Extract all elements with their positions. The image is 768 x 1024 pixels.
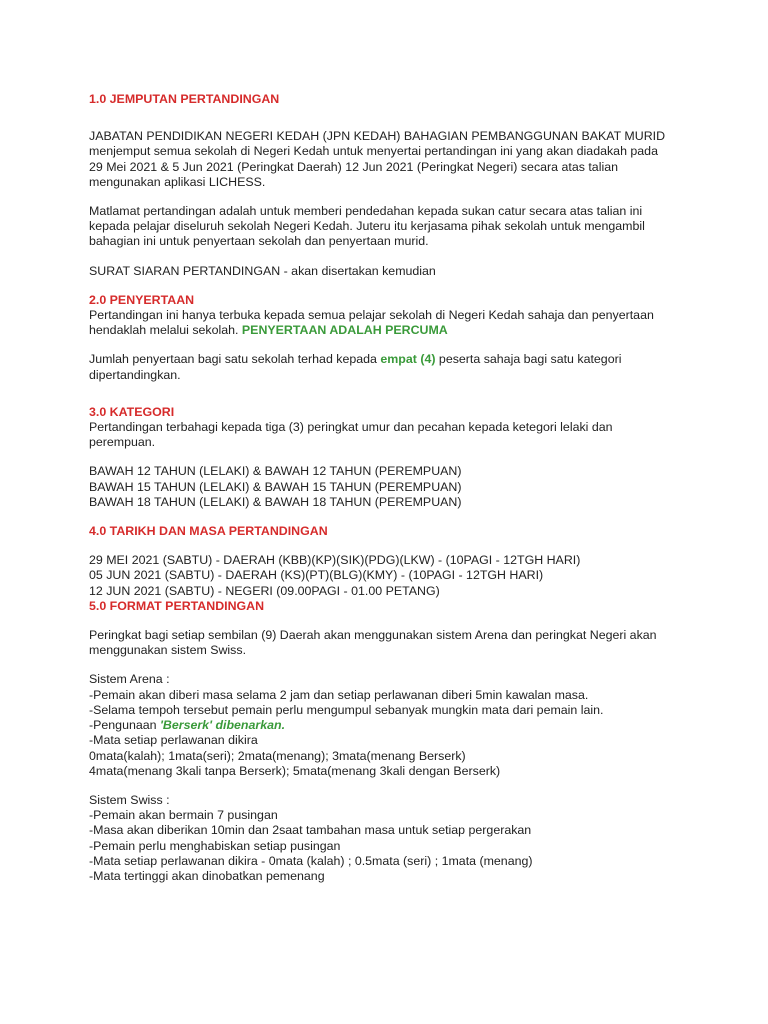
swiss-rule: -Masa akan diberikan 10min dan 2saat tambahan masa untuk setiap pergerakan xyxy=(89,823,532,838)
section-5-heading: 5.0 FORMAT PERTANDINGAN xyxy=(89,598,265,613)
text-line xyxy=(89,323,708,338)
text-span: Jumlah penyertaan bagi satu sekolah terhad kepada xyxy=(89,352,381,367)
section-1-paragraph-1 xyxy=(89,129,708,190)
swiss-rule: -Pemain akan bermain 7 pusingan xyxy=(89,808,278,823)
arena-rule: 4mata(menang 3kali tanpa Berserk); 5mata(menang 3kali dengan Berserk) xyxy=(89,763,501,778)
category-line: BAWAH 15 TAHUN (LELAKI) & BAWAH 15 TAHUN (PEREMPUAN) xyxy=(89,479,462,494)
text-span: peserta sahaja bagi satu kategori xyxy=(435,352,622,367)
text-line: perempuan. xyxy=(89,435,156,450)
text-line: JABATAN PENDIDIKAN NEGERI KEDAH (JPN KEDAH) BAHAGIAN PEMBANGGUNAN BAKAT MURID xyxy=(89,129,666,144)
text-line: Pertandingan terbahagi kepada tiga (3) peringkat umur dan pecahan kepada ketegori lelaki dan xyxy=(89,420,613,435)
text-line: bahagian ini untuk penyertaan sekolah dan penyertaan murid. xyxy=(89,234,429,249)
text-line: 29 Mei 2021 & 5 Jun 2021 (Peringkat Daerah) 12 Jun 2021 (Peringkat Negeri) secara atas talian xyxy=(89,159,618,174)
entry-count-highlight: empat (4) xyxy=(380,352,436,367)
swiss-rule: -Mata setiap perlawanan dikira - 0mata (kalah) ; 0.5mata (seri) ; 1mata (menang) xyxy=(89,853,533,868)
swiss-rule: -Mata tertinggi akan dinobatkan pemenang xyxy=(89,868,325,883)
free-entry-highlight: PENYERTAAN ADALAH PERCUMA xyxy=(241,323,448,338)
category-line: BAWAH 12 TAHUN (LELAKI) & BAWAH 12 TAHUN (PEREMPUAN) xyxy=(89,464,462,479)
arena-rule: 0mata(kalah); 1mata(seri); 2mata(menang); 3mata(menang Berserk) xyxy=(89,748,466,763)
text-line: mengunakan aplikasi LICHESS. xyxy=(89,174,266,189)
text-line: Pertandingan ini hanya terbuka kepada semua pelajar sekolah di Negeri Kedah sahaja dan penyertaan xyxy=(89,308,654,323)
arena-rule xyxy=(89,718,708,733)
text-span: -Pengunaan xyxy=(89,718,160,733)
swiss-rule: -Pemain perlu menghabiskan setiap pusingan xyxy=(89,838,341,853)
text-span: hendaklah melalui sekolah. xyxy=(89,323,242,338)
arena-rule: -Pemain akan diberi masa selama 2 jam dan setiap perlawanan diberi 5min kawalan masa. xyxy=(89,687,589,702)
category-line: BAWAH 18 TAHUN (LELAKI) & BAWAH 18 TAHUN (PEREMPUAN) xyxy=(89,494,462,509)
arena-rule: -Mata setiap perlawanan dikira xyxy=(89,733,258,748)
swiss-title: Sistem Swiss : xyxy=(89,792,170,807)
section-3-heading: 3.0 KATEGORI xyxy=(89,404,175,419)
section-1-paragraph-2 xyxy=(89,204,708,250)
text-line: dipertandingkan. xyxy=(89,367,181,382)
text-line: menggunakan sistem Swiss. xyxy=(89,643,247,658)
section-1-paragraph-3: SURAT SIARAN PERTANDINGAN - akan disertakan kemudian xyxy=(89,263,436,278)
text-line: menjemput semua sekolah di Negeri Kedah untuk menyertai pertandingan ini yang akan diadakah pada xyxy=(89,144,658,159)
section-4-heading: 4.0 TARIKH DAN MASA PERTANDINGAN xyxy=(89,524,328,539)
schedule-line: 12 JUN 2021 (SABTU) - NEGERI (09.00PAGI - 01.00 PETANG) xyxy=(89,583,440,598)
schedule-line: 05 JUN 2021 (SABTU) - DAERAH (KS)(PT)(BLG)(KMY) - (10PAGI - 12TGH HARI) xyxy=(89,568,544,583)
schedule-line: 29 MEI 2021 (SABTU) - DAERAH (KBB)(KP)(SIK)(PDG)(LKW) - (10PAGI - 12TGH HARI) xyxy=(89,553,581,568)
section-2-heading: 2.0 PENYERTAAN xyxy=(89,292,195,307)
text-line: Matlamat pertandingan adalah untuk memberi pendedahan kepada sukan catur secara atas talian ini xyxy=(89,204,643,219)
text-line: kepada pelajar diseluruh sekolah Negeri Kedah. Juteru itu kerjasama pihak sekolah untuk mengambil xyxy=(89,219,645,234)
text-line: Peringkat bagi setiap sembilan (9) Daerah akan menggunakan sistem Arena dan peringkat Negeri akan xyxy=(89,628,657,643)
arena-title: Sistem Arena : xyxy=(89,672,170,687)
arena-rule: -Selama tempoh tersebut pemain perlu mengumpul sebanyak mungkin mata dari pemain lain. xyxy=(89,702,604,717)
section-1-heading: 1.0 JEMPUTAN PERTANDINGAN xyxy=(89,92,280,106)
text-line xyxy=(89,352,708,367)
berserk-highlight: 'Berserk' dibenarkan. xyxy=(159,718,286,733)
